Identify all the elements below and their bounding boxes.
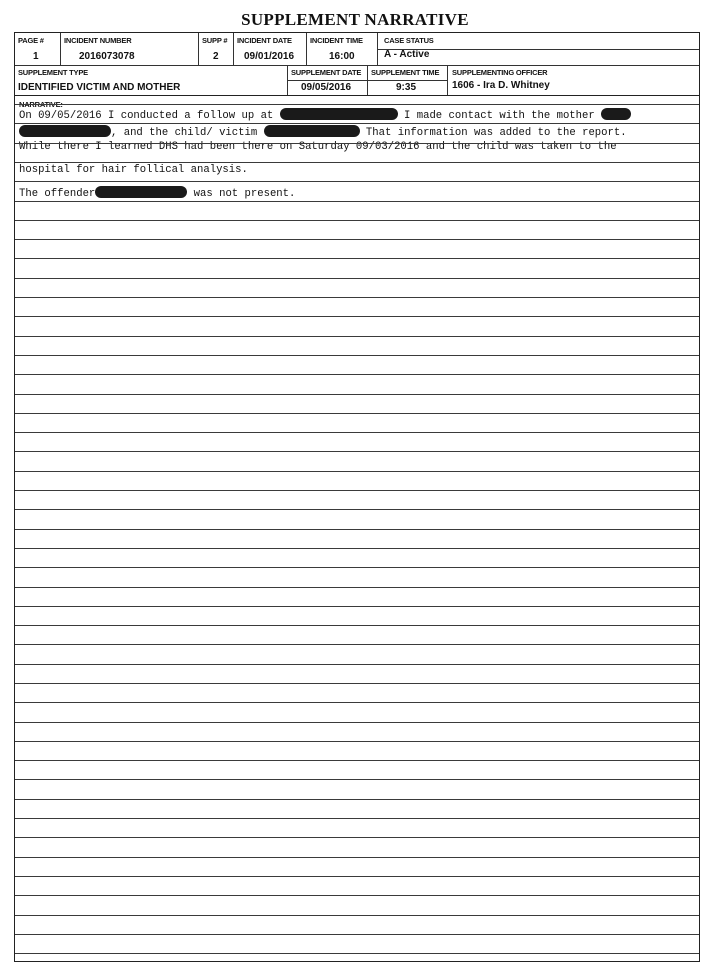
redaction-mark [264, 125, 360, 137]
ruled-line [15, 779, 699, 780]
case-status-divider [378, 49, 699, 50]
supplement-date-label: SUPPLEMENT DATE [291, 68, 362, 77]
ruled-line [15, 316, 699, 317]
page-number-cell [15, 33, 61, 65]
ruled-line [15, 201, 699, 202]
narrative-text: The offender [19, 188, 96, 200]
ruled-line [15, 664, 699, 665]
ruled-line [15, 278, 699, 279]
supp-number-cell [199, 33, 234, 65]
incident-time-value: 16:00 [329, 51, 355, 62]
ruled-line [15, 760, 699, 761]
supplement-date-value: 09/05/2016 [301, 82, 352, 93]
ruled-line [15, 953, 699, 954]
ruled-line [15, 143, 699, 144]
redaction-mark [601, 108, 631, 120]
case-status-value: A - Active [384, 49, 430, 60]
ruled-line [15, 683, 699, 684]
supplement-type-value: IDENTIFIED VICTIM AND MOTHER [18, 82, 181, 93]
ruled-line [15, 606, 699, 607]
ruled-line [15, 548, 699, 549]
ruled-line [15, 625, 699, 626]
ruled-line [15, 355, 699, 356]
redaction-mark [95, 186, 187, 198]
ruled-line [15, 123, 699, 124]
ruled-line [15, 799, 699, 800]
ruled-line [15, 258, 699, 259]
narrative-text: , and the child/ victim [111, 127, 264, 139]
ruled-line [15, 432, 699, 433]
narrative-label: NARRATIVE: [19, 100, 63, 109]
narrative-line-2 [19, 125, 627, 139]
narrative-text: That information was added to the report. [359, 127, 627, 139]
ruled-line [15, 722, 699, 723]
supplementing-officer-value: 1606 - Ira D. Whitney [452, 80, 550, 91]
incident-time-cell [307, 33, 378, 65]
ruled-line [15, 644, 699, 645]
ruled-line [15, 529, 699, 530]
narrative-area [14, 96, 700, 962]
narrative-line-4: hospital for hair follical analysis. [19, 164, 248, 176]
ruled-line [15, 490, 699, 491]
ruled-line [15, 895, 699, 896]
ruled-line [15, 837, 699, 838]
ruled-line [15, 104, 699, 105]
incident-date-value: 09/01/2016 [244, 51, 295, 62]
supplement-type-cell [15, 65, 288, 95]
ruled-line [15, 741, 699, 742]
supp-number-label: SUPP # [202, 36, 228, 45]
supplement-date-time-divider [288, 80, 448, 81]
narrative-line-3: While there I learned DHS had been there on Saturday 09/03/2016 and the child was taken to the [19, 141, 617, 153]
incident-number-value: 2016073078 [79, 51, 135, 62]
ruled-line [15, 297, 699, 298]
ruled-line [15, 702, 699, 703]
supplementing-officer-cell [448, 65, 699, 95]
page-number-value: 1 [33, 51, 39, 62]
ruled-line [15, 162, 699, 163]
ruled-line [15, 471, 699, 472]
redaction-mark [19, 125, 111, 137]
ruled-line [15, 451, 699, 452]
redaction-mark [280, 108, 398, 120]
document-title: SUPPLEMENT NARRATIVE [241, 10, 469, 29]
ruled-line [15, 374, 699, 375]
narrative-line-5 [19, 186, 295, 200]
ruled-line [15, 876, 699, 877]
case-status-label: CASE STATUS [384, 36, 434, 45]
ruled-line [15, 336, 699, 337]
ruled-line [15, 509, 699, 510]
header-form [14, 32, 700, 96]
incident-date-label: INCIDENT DATE [237, 36, 292, 45]
supplementing-officer-label: SUPPLEMENTING OFFICER [452, 68, 548, 77]
narrative-text: I made contact with the mother [397, 110, 602, 122]
supplement-type-label: SUPPLEMENT TYPE [18, 68, 88, 77]
ruled-line [15, 413, 699, 414]
incident-date-cell [234, 33, 307, 65]
ruled-line [15, 181, 699, 182]
ruled-line [15, 567, 699, 568]
narrative-line-1 [19, 108, 631, 122]
ruled-line [15, 394, 699, 395]
incident-number-label: INCIDENT NUMBER [64, 36, 132, 45]
ruled-line [15, 915, 699, 916]
ruled-line [15, 934, 699, 935]
page-number-label: PAGE # [18, 36, 44, 45]
narrative-text: was not present. [187, 188, 296, 200]
incident-time-label: INCIDENT TIME [310, 36, 363, 45]
ruled-line [15, 857, 699, 858]
incident-number-cell [61, 33, 199, 65]
ruled-line [15, 220, 699, 221]
supp-number-value: 2 [213, 51, 219, 62]
supplement-time-label: SUPPLEMENT TIME [371, 68, 440, 77]
ruled-line [15, 587, 699, 588]
narrative-text: On 09/05/2016 I conducted a follow up at [19, 110, 280, 122]
ruled-line [15, 239, 699, 240]
ruled-line [15, 818, 699, 819]
supplement-time-value: 9:35 [396, 82, 417, 93]
